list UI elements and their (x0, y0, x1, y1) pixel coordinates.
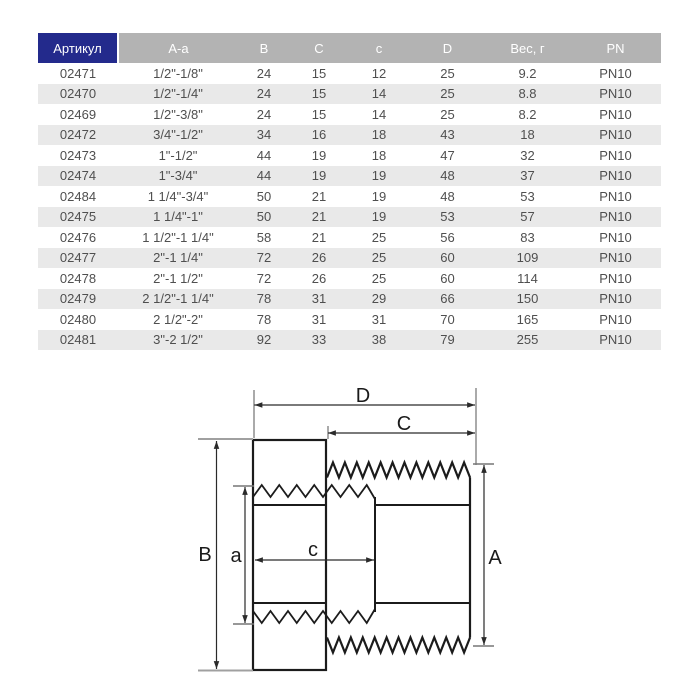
table-cell: 31 (311, 311, 327, 327)
table-cell: 25 (371, 270, 387, 286)
table-cell: 83 (520, 229, 535, 245)
table-cell: 14 (371, 86, 387, 102)
table-cell: 31 (371, 311, 387, 327)
table-cell: 255 (516, 332, 539, 348)
table-cell: PN10 (599, 188, 632, 204)
table-cell: 150 (516, 291, 539, 307)
table-cell: 02477 (59, 250, 97, 266)
table-cell: PN10 (599, 168, 632, 184)
dim-label-A: A (488, 547, 502, 569)
dim-label-B: B (198, 544, 212, 566)
table-cell: 25 (371, 229, 387, 245)
table-cell: 19 (371, 188, 387, 204)
table-cell: 25 (440, 106, 455, 122)
table-cell: 02479 (59, 291, 97, 307)
table-cell: PN10 (599, 86, 632, 102)
col-header-article: Артикул (38, 33, 118, 63)
table-cell: PN10 (599, 127, 632, 143)
table-cell: 19 (371, 209, 387, 225)
table-cell: 2 1/2"-1 1/4" (142, 291, 214, 307)
table-cell: 1 1/4"-3/4" (147, 188, 209, 204)
table-cell: 2"-1 1/4" (153, 250, 203, 266)
table-cell: 2"-1 1/2" (153, 270, 203, 286)
table-cell: 21 (311, 229, 327, 245)
table-cell: 1/2"-1/8" (153, 65, 203, 81)
table-cell: 15 (311, 65, 327, 81)
table-cell: 44 (256, 168, 272, 184)
table-cell: 53 (440, 209, 455, 225)
table-cell: 12 (371, 65, 387, 81)
table-cell: 26 (311, 270, 327, 286)
table-cell: 19 (311, 168, 327, 184)
table-cell: 1 1/2"-1 1/4" (142, 229, 214, 245)
table-cell: 9.2 (518, 65, 537, 81)
table-cell: 70 (440, 311, 455, 327)
table-cell: 02470 (59, 86, 97, 102)
table-cell: 3/4"-1/2" (153, 127, 203, 143)
table-cell: 50 (256, 209, 272, 225)
table-cell: 02481 (59, 332, 97, 348)
table-cell: 109 (516, 250, 539, 266)
table-cell: 60 (440, 270, 455, 286)
table-cell: 25 (371, 250, 387, 266)
table-cell: PN10 (599, 65, 632, 81)
table-cell: 24 (256, 106, 272, 122)
table-cell: 1"-1/2" (158, 147, 198, 163)
table-cell: 43 (440, 127, 455, 143)
table-cell: 1/2"-1/4" (153, 86, 203, 102)
table-cell: 58 (256, 229, 272, 245)
table-cell: 29 (371, 291, 387, 307)
table-cell: 02475 (59, 209, 97, 225)
table-cell: 02471 (59, 65, 97, 81)
table-cell: 02469 (59, 106, 97, 122)
table-cell: 78 (256, 291, 272, 307)
col-header-a-a: A-a (118, 33, 238, 63)
table-cell: 02478 (59, 270, 97, 286)
col-header-pn: PN (570, 33, 661, 63)
table-cell: 48 (440, 188, 455, 204)
table-cell: 32 (520, 147, 535, 163)
table-cell: PN10 (599, 270, 632, 286)
table-cell: 165 (516, 311, 539, 327)
table-cell: 31 (311, 291, 327, 307)
table-cell: 18 (371, 127, 387, 143)
female-thread-top-zigzag (253, 485, 375, 499)
table-cell: 21 (311, 188, 327, 204)
table-cell: 19 (371, 168, 387, 184)
table-cell: 24 (256, 86, 272, 102)
table-cell: 57 (520, 209, 535, 225)
table-cell: 72 (256, 250, 272, 266)
table-cell: 02473 (59, 147, 97, 163)
table-cell: 02474 (59, 168, 97, 184)
table-cell: PN10 (599, 332, 632, 348)
table-cell: 1 1/4"-1" (153, 209, 203, 225)
table-cell: 72 (256, 270, 272, 286)
table-cell: 02476 (59, 229, 97, 245)
table-cell: 18 (371, 147, 387, 163)
dim-label-a: a (230, 545, 242, 567)
dim-label-c: c (308, 539, 318, 561)
table-cell: PN10 (599, 147, 632, 163)
table-cell: PN10 (599, 209, 632, 225)
table-cell: 02484 (59, 188, 97, 204)
table-cell: 18 (520, 127, 535, 143)
table-cell: 78 (256, 311, 272, 327)
table-cell: 1/2"-3/8" (153, 106, 203, 122)
table-cell: 25 (440, 86, 455, 102)
female-thread-bottom-zigzag (253, 609, 375, 623)
col-header-d: D (410, 33, 485, 63)
table-cell: 47 (440, 147, 455, 163)
table-cell: 60 (440, 250, 455, 266)
col-header-c-cap: C (290, 33, 348, 63)
table-cell: 50 (256, 188, 272, 204)
table-cell: 3"-2 1/2" (153, 332, 203, 348)
table-cell: 114 (517, 270, 538, 286)
table-cell: 66 (440, 291, 455, 307)
table-cell: 02480 (59, 311, 97, 327)
table-cell: 53 (520, 188, 535, 204)
table-cell: 16 (311, 127, 327, 143)
table-cell: 79 (440, 332, 455, 348)
table-cell: 56 (440, 229, 455, 245)
table-cell: 1"-3/4" (158, 168, 198, 184)
dim-label-D: D (355, 385, 371, 407)
table-cell: 48 (440, 168, 455, 184)
table-cell: 8.2 (518, 106, 537, 122)
table-cell: 2 1/2"-2" (153, 311, 203, 327)
table-cell: 92 (256, 332, 272, 348)
table-cell: 44 (256, 147, 272, 163)
table-cell: PN10 (599, 291, 632, 307)
table-cell: 26 (311, 250, 327, 266)
table-cell: PN10 (599, 250, 632, 266)
table-cell: 24 (256, 65, 272, 81)
table-cell: 25 (440, 65, 455, 81)
table-cell: 38 (371, 332, 387, 348)
col-header-c-low: c (348, 33, 410, 63)
table-cell: 19 (311, 147, 327, 163)
male-thread-top-zigzag (327, 463, 470, 478)
male-thread-bottom-zigzag (327, 638, 470, 653)
table-cell: 21 (311, 209, 327, 225)
table-cell: 33 (311, 332, 327, 348)
table-cell: PN10 (599, 229, 632, 245)
col-header-b: B (238, 33, 290, 63)
table-cell: 02472 (59, 127, 97, 143)
table-cell: 37 (520, 168, 535, 184)
table-cell: 15 (311, 86, 327, 102)
table-cell: 8.8 (518, 86, 537, 102)
table-cell: 15 (311, 106, 327, 122)
table-cell: PN10 (599, 106, 632, 122)
table-cell: PN10 (599, 311, 632, 327)
table-cell: 14 (371, 106, 387, 122)
table-cell: 34 (256, 127, 272, 143)
dim-label-C: C (396, 413, 412, 435)
col-header-weight: Вес, г (485, 33, 570, 63)
